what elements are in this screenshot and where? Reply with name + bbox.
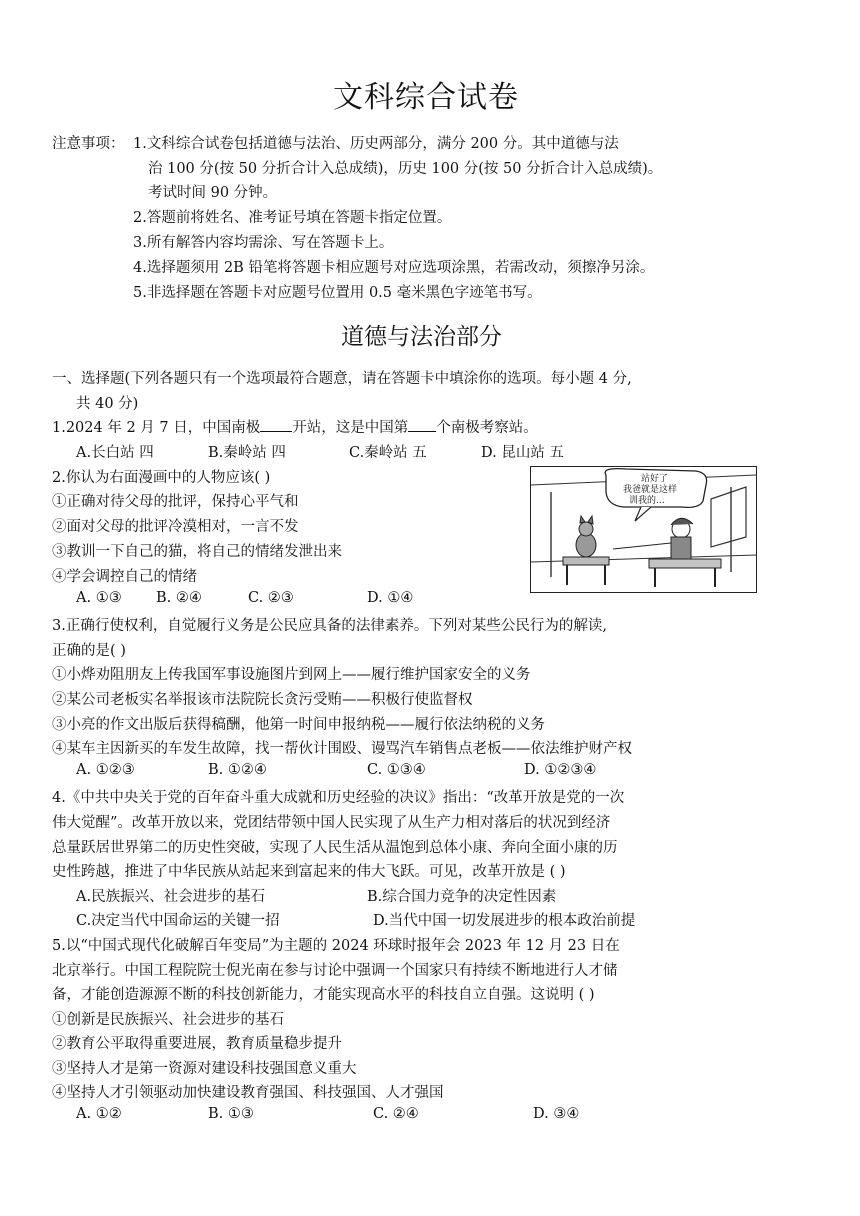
statement: ④坚持人才引领驱动加快建设教育强国、科技强国、人才强国 <box>52 1085 444 1101</box>
option: C. ②④ <box>373 1106 419 1122</box>
question-4-stem: 总量跃居世界第二的历史性突破，实现了人民生活从温饱到总体小康、奔向全面小康的历 <box>52 840 618 856</box>
option: B. ②④ <box>156 590 202 606</box>
notice-label: 注意事项： <box>52 136 125 152</box>
question-1-stem <box>52 416 538 437</box>
notice-item: 考试时间 90 分钟。 <box>148 185 278 201</box>
question-4-stem: 4.《中共中央关于党的百年奋斗重大成就和历史经验的决议》指出：“改革开放是党的一次 <box>52 790 625 806</box>
statement: ②教育公平取得重要进展，教育质量稳步提升 <box>52 1036 342 1052</box>
notice-item: 3.所有解答内容均需涂、写在答题卡上。 <box>133 235 394 251</box>
answer-blank <box>260 417 292 432</box>
statement: ①小烨劝阻朋友上传我国军事设施图片到网上——履行维护国家安全的义务 <box>52 667 531 683</box>
option: A. ①③ <box>76 590 122 606</box>
option: A.民族振兴、社会进步的基石 <box>76 889 266 905</box>
notice-item: 2.答题前将姓名、准考证号填在答题卡指定位置。 <box>133 210 452 226</box>
notice-item: 1.文科综合试卷包括道德与法治、历史两部分，满分 200 分。其中道德与法 <box>133 136 619 152</box>
option: B. ①②④ <box>208 762 267 778</box>
option: C.秦岭站 五 <box>349 445 427 461</box>
option: C.决定当代中国命运的关键一招 <box>76 913 280 929</box>
option: D.当代中国一切发展进步的根本政治前提 <box>373 913 636 929</box>
option: B. ①③ <box>208 1106 254 1122</box>
speech-bubble-text: 训我的... <box>629 496 665 506</box>
option: D. ③④ <box>533 1106 580 1122</box>
question-4-stem: 史性跨越，推进了中华民族从站起来到富起来的伟大飞跃。可见，改革开放是 ( ) <box>52 864 566 880</box>
option: C. ①③④ <box>367 762 426 778</box>
part-heading: 共 40 分) <box>76 396 139 412</box>
statement: ②某公司老板实名举报该市法院院长贪污受贿——积极行使监督权 <box>52 692 473 708</box>
question-5-stem: 北京举行。中国工程院院士倪光南在参与讨论中强调一个国家只有持续不断地进行人才储 <box>52 963 618 979</box>
option: A. ①② <box>76 1106 122 1122</box>
speech-bubble-text: 我爸就是这样 <box>623 485 678 495</box>
section-title: 道德与法治部分 <box>341 324 502 350</box>
exam-title: 文科综合试卷 <box>333 80 519 115</box>
notice-item: 5.非选择题在答题卡对应题号位置用 0.5 毫米黑色字迹笔书写。 <box>133 285 542 301</box>
option: A.长白站 四 <box>76 445 154 461</box>
statement: ③教训一下自己的猫，将自己的情绪发泄出来 <box>52 544 342 560</box>
answer-blank <box>408 417 436 432</box>
q1-text: 开站，这是中国第 <box>292 420 409 436</box>
statement: ③小亮的作文出版后获得稿酬，他第一时间申报纳税——履行依法纳税的义务 <box>52 717 545 733</box>
option: D. ①④ <box>367 590 414 606</box>
notice-item: 治 100 分(按 50 分折合计入总成绩)，历史 100 分(按 50 分折合计入总成绩)。 <box>148 161 663 177</box>
question-3-stem: 3.正确行使权利，自觉履行义务是公民应具备的法律素养。下列对某些公民行为的解读, <box>52 618 607 634</box>
q1-text: 个南极考察站。 <box>436 420 538 436</box>
question-2-stem: 2.你认为右面漫画中的人物应该( ) <box>52 470 271 486</box>
q1-text: 1.2024 年 2 月 7 日，中国南极 <box>52 420 261 436</box>
option: B.综合国力竞争的决定性因素 <box>367 889 557 905</box>
statement: ③坚持人才是第一资源对建设科技强国意义重大 <box>52 1061 357 1077</box>
notice-item: 4.选择题须用 2B 铅笔将答题卡相应题号对应选项涂黑，若需改动，须擦净另涂。 <box>133 260 655 276</box>
option: B.秦岭站 四 <box>208 445 286 461</box>
option: A. ①②③ <box>76 762 135 778</box>
option: C. ②③ <box>248 590 294 606</box>
question-5-stem: 备，才能创造源源不断的科技创新能力，才能实现高水平的科技自立自强。这说明 ( ) <box>52 987 595 1003</box>
speech-bubble-text: 站好了 <box>641 474 669 484</box>
question-3-stem: 正确的是( ) <box>52 643 126 659</box>
question-4-stem: 伟大觉醒”。改革开放以来，党团结带领中国人民实现了从生产力相对落后的状况到经济 <box>52 815 611 831</box>
option: D. 昆山站 五 <box>481 445 564 461</box>
part-heading: 一、选择题(下列各题只有一个选项最符合题意，请在答题卡中填涂你的选项。每小题 4 分, <box>52 371 632 387</box>
cartoon-image <box>530 466 757 593</box>
statement: ④学会调控自己的情绪 <box>52 569 197 585</box>
statement: ②面对父母的批评冷漠相对，一言不发 <box>52 519 299 535</box>
statement: ①正确对待父母的批评，保持心平气和 <box>52 494 299 510</box>
option: D. ①②③④ <box>524 762 597 778</box>
statement: ①创新是民族振兴、社会进步的基石 <box>52 1012 284 1028</box>
statement: ④某车主因新买的车发生故障，找一帮伙计围殴、谩骂汽车销售点老板——依法维护财产权 <box>52 741 632 757</box>
question-5-stem: 5.以“中国式现代化破解百年变局”为主题的 2024 环球时报年会 2023 年 12 月 23 日在 <box>52 938 620 954</box>
